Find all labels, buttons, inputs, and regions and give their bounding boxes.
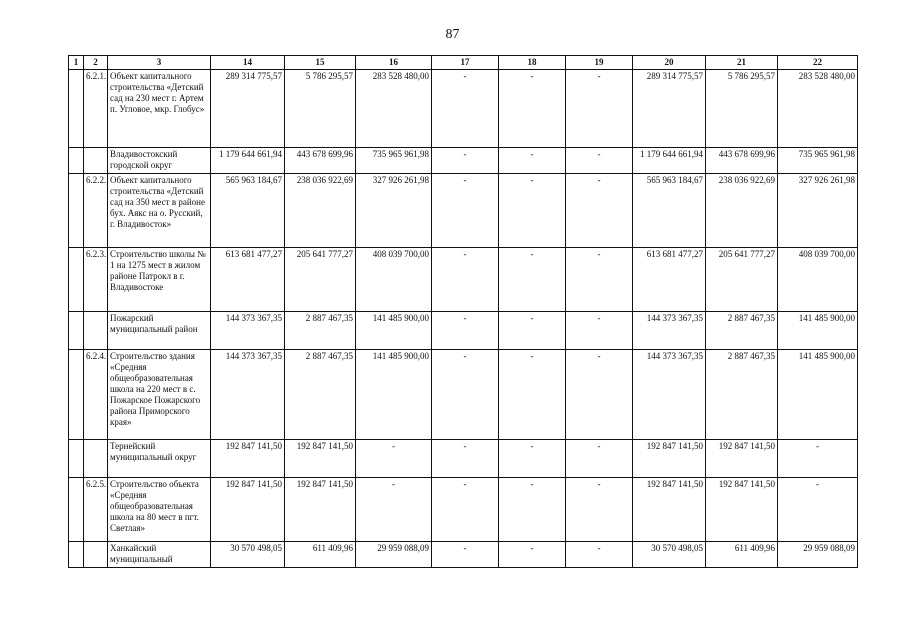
budget-table (68, 55, 858, 568)
column-header-14: 14 (211, 56, 285, 70)
value-cell-col-19: - (566, 248, 633, 312)
column-header-19: 19 (566, 56, 633, 70)
value-cell-col-19: - (566, 148, 633, 174)
row-code-cell (84, 440, 108, 478)
value-cell-col-17: - (432, 350, 499, 440)
value-cell-col-18: - (499, 350, 566, 440)
row-code-cell (84, 312, 108, 350)
value-cell-col-17: - (432, 478, 499, 542)
value-cell-col-22: 29 959 088,09 (778, 542, 858, 568)
value-cell-col-22: 735 965 961,98 (778, 148, 858, 174)
table-body (69, 70, 858, 568)
table-row (69, 248, 858, 312)
value-cell-col-14: 289 314 775,57 (211, 70, 285, 148)
value-cell-col-21: 192 847 141,50 (706, 478, 778, 542)
value-cell-col-20: 192 847 141,50 (633, 440, 706, 478)
row-index-cell (69, 542, 84, 568)
row-index-cell (69, 312, 84, 350)
value-cell-col-15: 192 847 141,50 (285, 440, 356, 478)
value-cell-col-18: - (499, 440, 566, 478)
value-cell-col-20: 144 373 367,35 (633, 312, 706, 350)
value-cell-col-22: - (778, 478, 858, 542)
row-code-cell: 6.2.2. (84, 174, 108, 248)
value-cell-col-18: - (499, 542, 566, 568)
row-code-cell: 6.2.1. (84, 70, 108, 148)
row-name-cell: Объект капитального строительства «Детский сад на 350 мест в районе бух. Аякс на о. Русский, г. Владивосток» (108, 174, 211, 248)
value-cell-col-20: 144 373 367,35 (633, 350, 706, 440)
column-header-20: 20 (633, 56, 706, 70)
table-row (69, 148, 858, 174)
value-cell-col-21: 5 786 295,57 (706, 70, 778, 148)
value-cell-col-17: - (432, 70, 499, 148)
value-cell-col-15: 205 641 777,27 (285, 248, 356, 312)
row-code-cell: 6.2.5. (84, 478, 108, 542)
value-cell-col-20: 565 963 184,67 (633, 174, 706, 248)
value-cell-col-14: 192 847 141,50 (211, 440, 285, 478)
value-cell-col-17: - (432, 248, 499, 312)
value-cell-col-18: - (499, 174, 566, 248)
value-cell-col-14: 613 681 477,27 (211, 248, 285, 312)
value-cell-col-16: 408 039 700,00 (356, 248, 432, 312)
row-index-cell (69, 248, 84, 312)
row-name-cell: Пожарский муниципальный район (108, 312, 211, 350)
value-cell-col-14: 30 570 498,05 (211, 542, 285, 568)
value-cell-col-20: 30 570 498,05 (633, 542, 706, 568)
header-row (69, 56, 858, 70)
column-header-15: 15 (285, 56, 356, 70)
value-cell-col-15: 611 409,96 (285, 542, 356, 568)
value-cell-col-16: 735 965 961,98 (356, 148, 432, 174)
value-cell-col-19: - (566, 440, 633, 478)
row-name-cell: Строительство объекта «Средняя общеобразовательная школа на 80 мест в пгт. Светлая» (108, 478, 211, 542)
row-index-cell (69, 440, 84, 478)
value-cell-col-22: 141 485 900,00 (778, 312, 858, 350)
value-cell-col-16: 141 485 900,00 (356, 312, 432, 350)
row-name-cell: Владивостокский городской округ (108, 148, 211, 174)
value-cell-col-16: 141 485 900,00 (356, 350, 432, 440)
value-cell-col-21: 192 847 141,50 (706, 440, 778, 478)
value-cell-col-15: 2 887 467,35 (285, 350, 356, 440)
value-cell-col-14: 144 373 367,35 (211, 312, 285, 350)
value-cell-col-15: 443 678 699,96 (285, 148, 356, 174)
column-header-22: 22 (778, 56, 858, 70)
value-cell-col-15: 5 786 295,57 (285, 70, 356, 148)
value-cell-col-16: - (356, 440, 432, 478)
value-cell-col-17: - (432, 542, 499, 568)
table-row (69, 174, 858, 248)
row-name-cell: Строительство школы № 1 на 1275 мест в жилом районе Патрокл в г. Владивостоке (108, 248, 211, 312)
value-cell-col-22: 408 039 700,00 (778, 248, 858, 312)
column-header-1: 1 (69, 56, 84, 70)
value-cell-col-20: 289 314 775,57 (633, 70, 706, 148)
row-index-cell (69, 70, 84, 148)
value-cell-col-17: - (432, 440, 499, 478)
value-cell-col-17: - (432, 148, 499, 174)
table-row (69, 478, 858, 542)
value-cell-col-14: 1 179 644 661,94 (211, 148, 285, 174)
value-cell-col-18: - (499, 478, 566, 542)
value-cell-col-16: 327 926 261,98 (356, 174, 432, 248)
value-cell-col-21: 443 678 699,96 (706, 148, 778, 174)
value-cell-col-14: 144 373 367,35 (211, 350, 285, 440)
value-cell-col-15: 192 847 141,50 (285, 478, 356, 542)
row-code-cell: 6.2.3. (84, 248, 108, 312)
table-row (69, 440, 858, 478)
value-cell-col-14: 565 963 184,67 (211, 174, 285, 248)
value-cell-col-21: 2 887 467,35 (706, 312, 778, 350)
value-cell-col-20: 1 179 644 661,94 (633, 148, 706, 174)
table-row (69, 350, 858, 440)
value-cell-col-19: - (566, 478, 633, 542)
value-cell-col-17: - (432, 312, 499, 350)
value-cell-col-19: - (566, 350, 633, 440)
column-header-16: 16 (356, 56, 432, 70)
value-cell-col-15: 238 036 922,69 (285, 174, 356, 248)
row-code-cell (84, 148, 108, 174)
value-cell-col-16: 283 528 480,00 (356, 70, 432, 148)
row-index-cell (69, 148, 84, 174)
row-name-cell: Ханкайский муниципальный (108, 542, 211, 568)
value-cell-col-18: - (499, 248, 566, 312)
value-cell-col-20: 613 681 477,27 (633, 248, 706, 312)
page-number: 87 (445, 27, 460, 42)
value-cell-col-22: 141 485 900,00 (778, 350, 858, 440)
column-header-3: 3 (108, 56, 211, 70)
column-header-18: 18 (499, 56, 566, 70)
column-header-17: 17 (432, 56, 499, 70)
value-cell-col-21: 238 036 922,69 (706, 174, 778, 248)
value-cell-col-21: 611 409,96 (706, 542, 778, 568)
value-cell-col-15: 2 887 467,35 (285, 312, 356, 350)
row-name-cell: Строительство здания «Средняя общеобразовательная школа на 220 мест в с. Пожарское Пожарского района Приморского края» (108, 350, 211, 440)
column-header-2: 2 (84, 56, 108, 70)
row-name-cell: Объект капитального строительства «Детский сад на 230 мест г. Артем п. Угловое, мкр. Глобус» (108, 70, 211, 148)
table-row (69, 70, 858, 148)
row-index-cell (69, 478, 84, 542)
value-cell-col-19: - (566, 70, 633, 148)
table-row (69, 542, 858, 568)
value-cell-col-21: 2 887 467,35 (706, 350, 778, 440)
row-name-cell: Тернейский муниципальный округ (108, 440, 211, 478)
value-cell-col-16: - (356, 478, 432, 542)
row-index-cell (69, 350, 84, 440)
value-cell-col-19: - (566, 174, 633, 248)
value-cell-col-17: - (432, 174, 499, 248)
row-code-cell (84, 542, 108, 568)
value-cell-col-22: 283 528 480,00 (778, 70, 858, 148)
value-cell-col-21: 205 641 777,27 (706, 248, 778, 312)
table-row (69, 312, 858, 350)
value-cell-col-20: 192 847 141,50 (633, 478, 706, 542)
value-cell-col-18: - (499, 148, 566, 174)
value-cell-col-22: - (778, 440, 858, 478)
value-cell-col-14: 192 847 141,50 (211, 478, 285, 542)
value-cell-col-19: - (566, 542, 633, 568)
value-cell-col-22: 327 926 261,98 (778, 174, 858, 248)
row-index-cell (69, 174, 84, 248)
row-code-cell: 6.2.4. (84, 350, 108, 440)
value-cell-col-16: 29 959 088,09 (356, 542, 432, 568)
column-header-21: 21 (706, 56, 778, 70)
value-cell-col-18: - (499, 70, 566, 148)
value-cell-col-19: - (566, 312, 633, 350)
value-cell-col-18: - (499, 312, 566, 350)
